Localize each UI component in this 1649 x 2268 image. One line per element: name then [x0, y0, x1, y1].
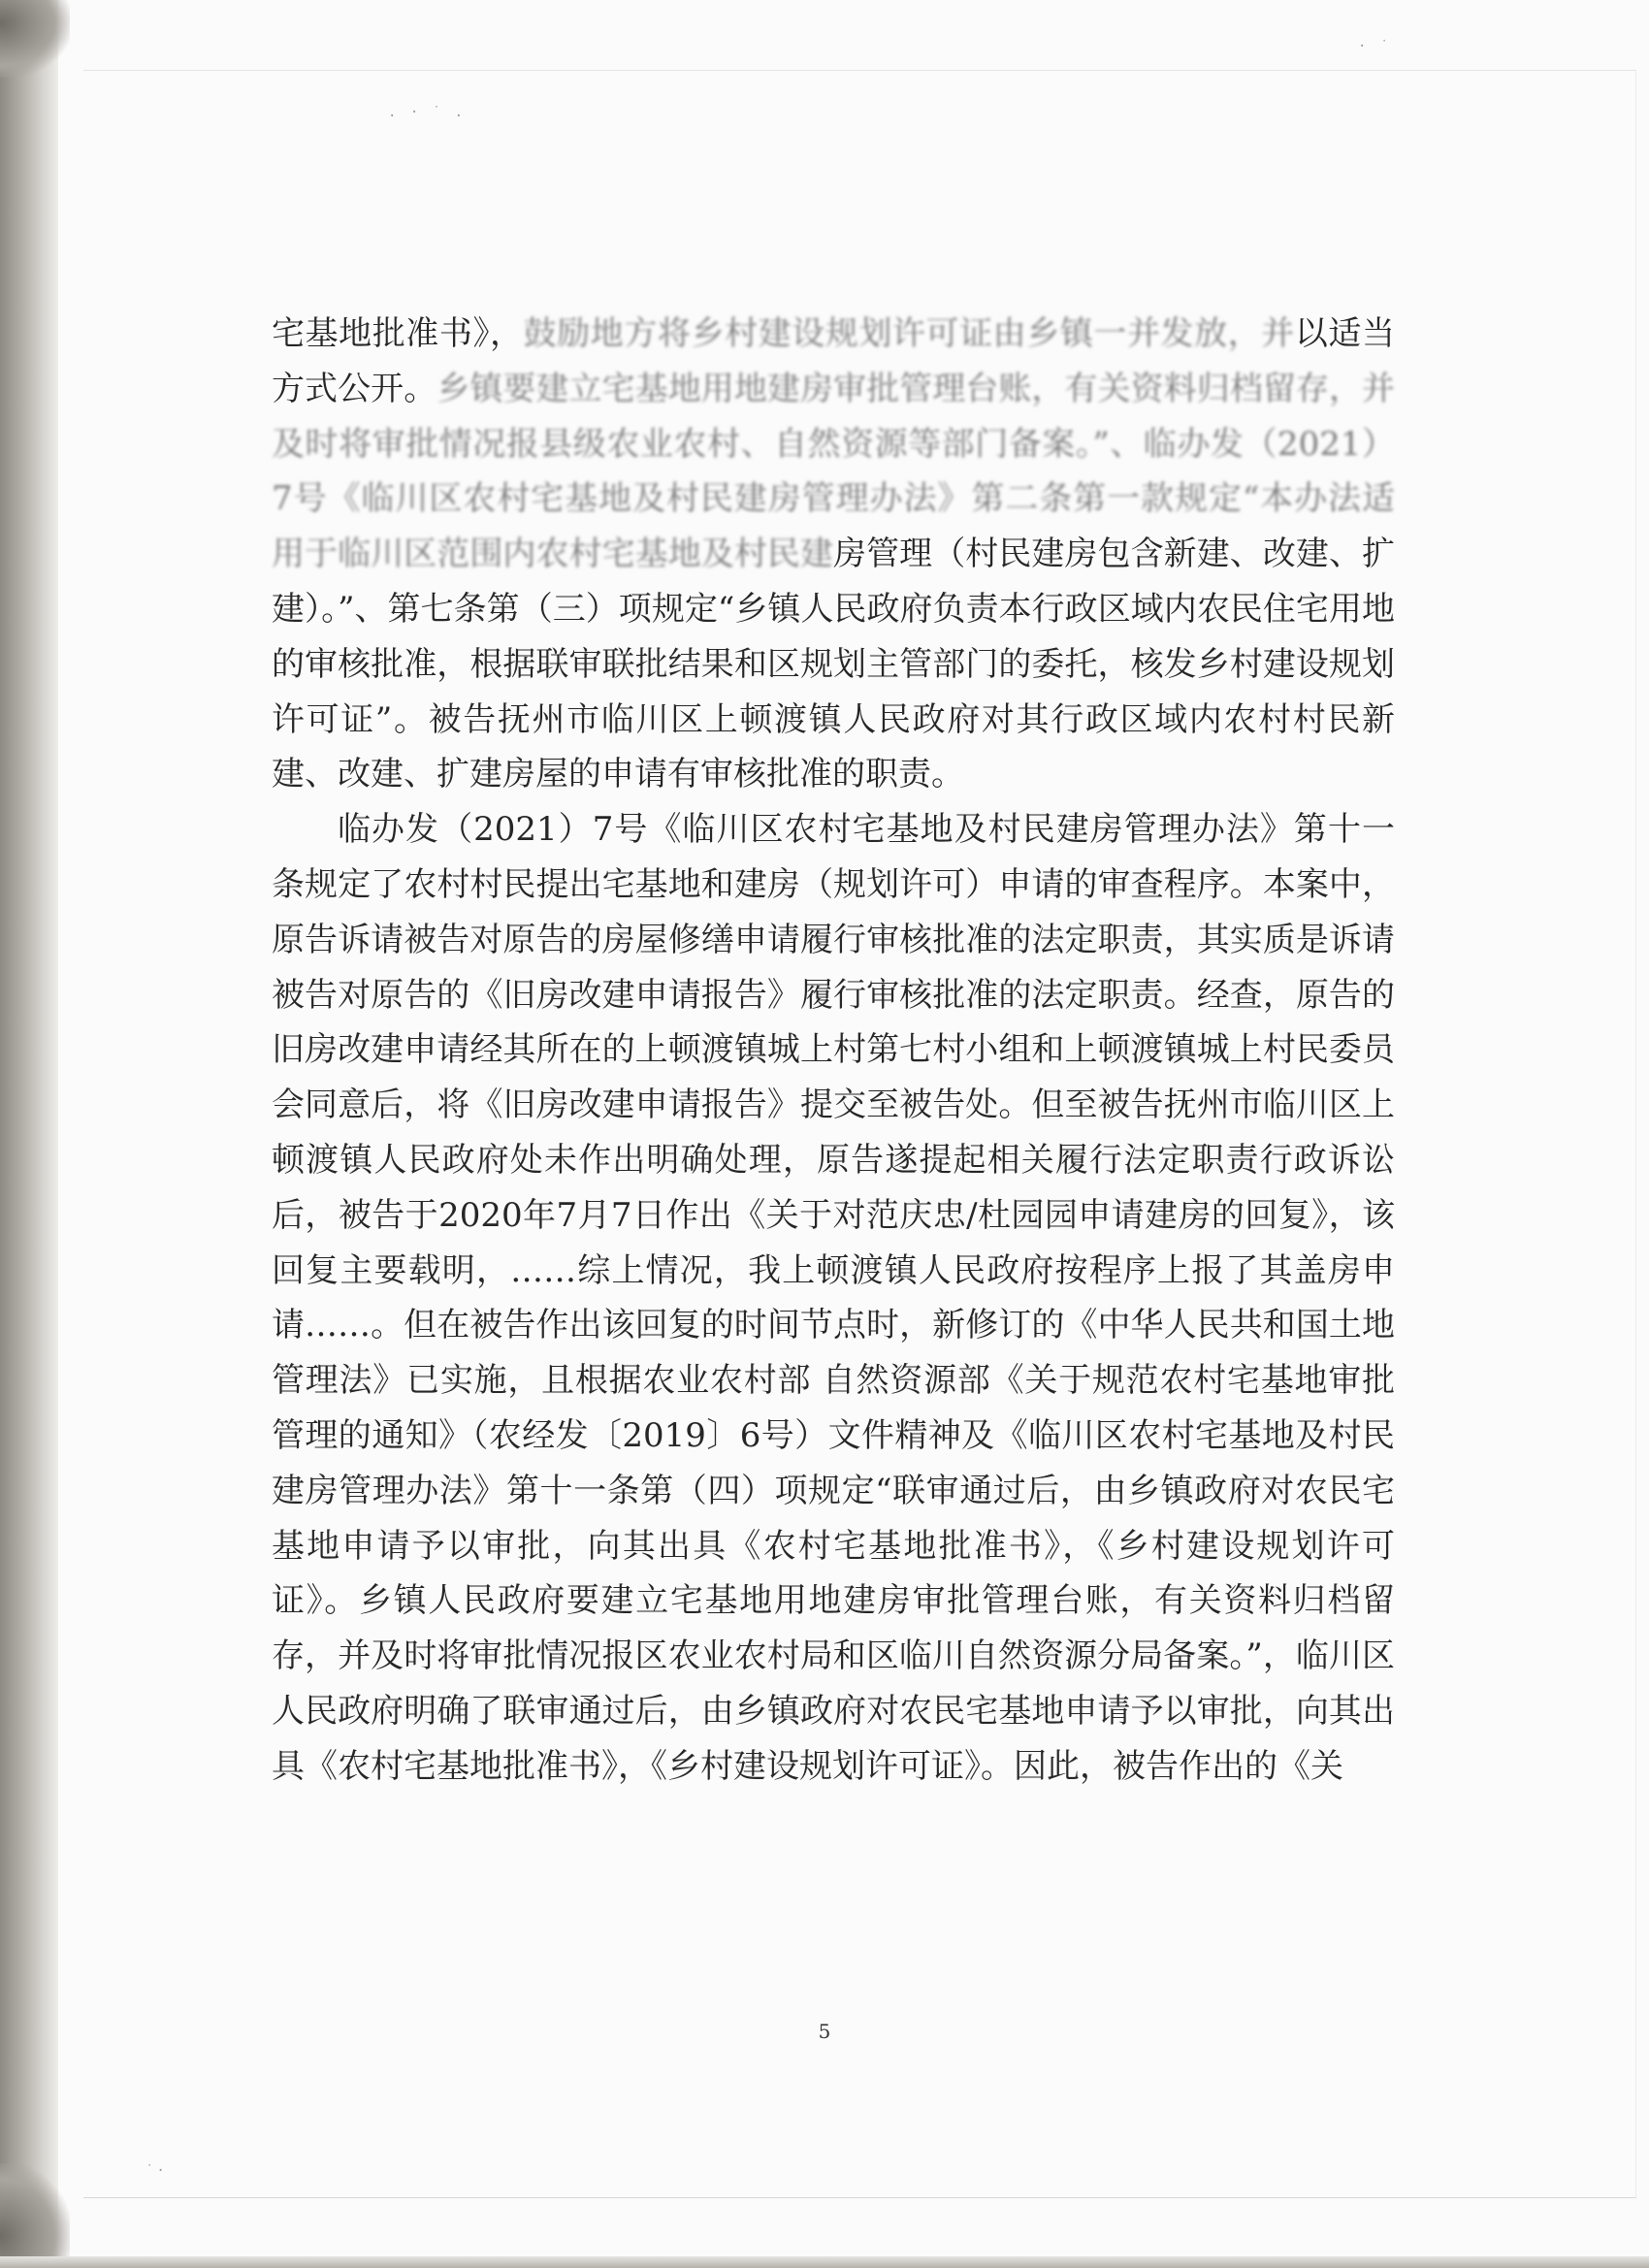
binder-edge	[0, 0, 58, 2268]
paragraph-1	[272, 307, 1395, 802]
page-number: 5	[818, 2020, 831, 2043]
scan-speck: ˙·	[146, 2163, 168, 2179]
paragraph-1-text: 房管理（村民建房包含新建、改建、扩建）。”、第七条第（三）项规定“乡镇人民政府负责本行政区域内农民住宅用地的审核批准，根据联审联批结果和区规划主管部门的委托，核发乡村建设规划许可证”。被告抚州市临川区上顿渡镇人民政府对其行政区域内农村村民新建、改建、扩建房屋的申请有审核批准的职责。	[272, 535, 1395, 794]
binder-clip-bottom	[0, 2163, 70, 2268]
document-body	[272, 307, 1395, 1795]
paragraph-2: 临办发（2021）7号《临川区农村宅基地及村民建房管理办法》第十一条规定了农村村民提出宅基地和建房（规划许可）申请的审查程序。本案中，原告诉请被告对原告的房屋修缮申请履行审核批准的法定职责，其实质是诉请被告对原告的《旧房改建申请报告》履行审核批准的法定职责。经查，原告的旧房改建申请经其所在的上顿渡镇城上村第七村小组和上顿渡镇城上村民委员会同意后，将《旧房改建申请报告》提交至被告处。但至被告抚州市临川区上顿渡镇人民政府处未作出明确处理，原告遂提起相关履行法定职责行政诉讼后，被告于2020年7月7日作出《关于对范庆忠/杜园园申请建房的回复》，该回复主要载明，……综上情况，我上顿渡镇人民政府按程序上报了其盖房申请……。但在被告作出该回复的时间节点时，新修订的《中华人民共和国土地管理法》已实施，且根据农业农村部 自然资源部《关于规范农村宅基地审批管理的通知》（农经发〔2019〕6号）文件精神及《临川区农村宅基地及村民建房管理办法》第十一条第（四）项规定“联审通过后，由乡镇政府对农民宅基地申请予以审批，向其出具《农村宅基地批准书》，《乡村建设规划许可证》。乡镇人民政府要建立宅基地用地建房审批管理台账，有关资料归档留存，并及时将审批情况报区农业农村局和区临川自然资源分局备案。”，临川区人民政府明确了联审通过后，由乡镇政府对农民宅基地申请予以审批，向其出具《农村宅基地批准书》，《乡村建设规划许可证》。因此，被告作出的《关	[272, 810, 1395, 1786]
binder-clip-top	[0, 0, 70, 78]
scan-speck: · ˙	[1358, 39, 1392, 54]
text-line-blurred: 乡镇要建立宅基地用地建房审批管理台账，有关资	[436, 369, 1164, 408]
text-line: 宅基地批准书》，	[272, 314, 524, 353]
text-line-blurred: 鼓励地方将乡村建设规划许可证由乡镇一并发放，并	[523, 314, 1295, 353]
text-line: 以适当方式公开。	[272, 314, 1396, 408]
scanner-bottom-edge	[0, 2256, 1649, 2268]
text-line-blurred: 料归档留存，并及时将审批情况报县级农业农村、自然资源等部门备	[272, 369, 1396, 464]
text-line-blurred: 第二条第一款规定“本办法适用于临川区范围内农村宅基地及村民建	[272, 479, 1395, 574]
text-line-blurred: 案。”、临办发（2021）7号《临川区农村宅基地及村民建房管理办法》	[272, 424, 1395, 519]
scan-speck: . · ˙ .	[388, 105, 467, 120]
